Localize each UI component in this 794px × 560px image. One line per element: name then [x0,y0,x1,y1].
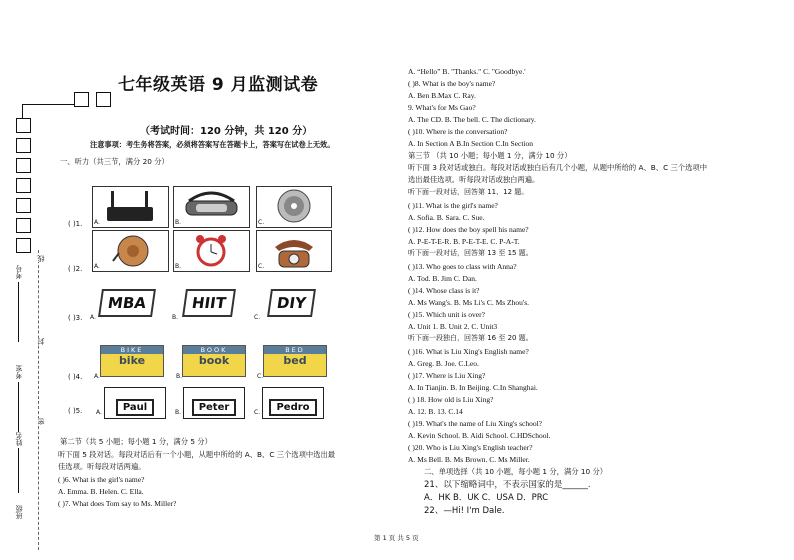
seat-box [16,158,31,173]
question-16: ( )16. What is Liu Xing's English name? [408,347,529,356]
question-14-options: A. Ms Wang's. B. Ms Li's C. Ms Zhou's. [408,298,530,307]
option-picture [173,186,250,228]
option-letter: C. [257,373,264,380]
sign-top-word: BED [264,346,326,354]
question-16-options: A. Greg. B. Joe. C.Leo. [408,359,479,368]
option-letter: A. [96,409,102,416]
seat-box [16,198,31,213]
question-12: ( )12. How does the boy spell his name? [408,225,529,234]
alarm-clock-icon [174,231,249,271]
telephone-icon [257,231,331,271]
option-letter: B. [175,263,182,270]
option-picture [92,186,169,228]
question-number: ( )3. [68,314,83,322]
question-14: ( )14. Whose class is it? [408,286,480,295]
question-17-options: A. In Tianjin. B. In Beijing. C.In Shanghai. [408,383,538,392]
name-tag: Pedro [269,399,316,416]
option-letter: B. [175,219,182,226]
section2-instruction: 听下面 5 段对话。每段对话后有一个小题，从题中所给的 A、B、C 三个选项中选出最 [58,450,336,459]
sign-top-word: BIKE [101,346,163,354]
section2-title: 第二节（共 5 小题；每小题 1 分，满分 5 分） [60,437,212,446]
option-letter: A. [94,373,100,380]
section3-instruction: 听下面 3 段对话或独白。每段对话或独白后有几个小题，从题中所给的 A、B、C 三个选项中 [408,163,707,172]
box-connector-line [22,104,23,118]
question-7-options: A. “Hello” B. "Thanks." C. "Goodbye.' [408,67,526,76]
dialogue-instruction: 听下面一段对话，回答第 13 至 15 题。 [408,249,533,257]
question-18: ( ) 18. How old is Liu Xing? [408,395,494,404]
option-letter: C. [258,219,265,226]
question-number: ( )2. [68,265,83,273]
seat-box [16,178,31,193]
question-number: ( )5. [68,407,83,415]
sign-bottom-word: bed [283,354,307,367]
question-18-options: A. 12. B. 13. C.14 [408,407,463,416]
question-21-options: A．HK B．UK C．USA D．PRC [424,493,549,503]
dialogue-instruction: 听下面一段对话，回答第 11、12 题。 [408,188,529,196]
exam-notice: 注意事项：考生务将答案，必须将答案写在答题卡上，答案写在试卷上无效。 [90,140,335,149]
margin-label-exam-number: 考号 [15,265,23,279]
question-11: ( )11. What is the girl's name? [408,201,498,210]
seat-box [16,238,31,253]
question-13: ( )13. Who goes to class with Anna? [408,262,517,271]
fill-line [18,382,19,432]
option-picture [256,230,332,272]
sign-bottom-word: book [198,354,230,367]
fill-line [18,448,19,493]
page-number: 第 1 页 共 5 页 [374,534,419,542]
option-picture [262,387,324,419]
section3-instruction: 选出最佳选项。听每段对话或独白两遍。 [408,175,540,184]
option-picture [256,186,332,228]
question-12-options: A. P-E-T-E-R. B. P-E-T-E. C. P-A-T. [408,237,520,246]
option-letter: B. [172,314,179,321]
question-7: ( )7. What does Tom say to Ms. Miller? [58,499,177,508]
seat-box [16,138,31,153]
option-letter: C. [258,263,265,270]
margin-label-exam-room: 考室 [15,365,23,379]
listening-part-title: 一、听力（共三节，满分 20 分） [60,157,169,166]
question-15-options: A. Unit 1. B. Unit 2. C. Unit3 [408,322,498,331]
question-15: ( )15. Which unit is over? [408,310,485,319]
option-letter: C. [254,314,261,321]
cut-label: 线 [37,255,45,262]
cut-label: 封 [37,338,45,345]
option-letter: B. [175,409,182,416]
question-6-options: A. Emma. B. Helen. C. Ella. [58,487,144,496]
option-picture [88,284,166,322]
cut-line [38,250,39,550]
seat-box [96,92,111,107]
question-9: 9. What's for Ms Gao? [408,103,476,112]
name-tag: Peter [192,399,237,416]
section2-instruction: 佳选项。听每段对话两遍。 [58,462,146,471]
section3-title: 第三节 （共 10 小题；每小题 1 分，满分 10 分） [408,151,572,160]
abbreviation-word: MBA [98,289,156,317]
fill-line [18,282,19,342]
option-letter: B. [176,373,183,380]
question-13-options: A. Tod. B. Jim C. Dan. [408,274,477,283]
option-picture [170,284,248,322]
exam-time: （考试时间：120 分钟，共 120 分） [140,126,313,137]
question-10-options: A. In Section A B.In Section C.In Section [408,139,533,148]
option-picture [104,387,166,419]
cd-disc-icon [257,187,331,227]
option-picture [92,230,169,272]
question-number: ( )1. [68,220,83,228]
name-tag: Paul [116,399,154,416]
margin-label-class: 班级 [15,505,23,519]
question-19-options: A. Kevin School. B. Aidi School. C.HDSchool. [408,431,551,440]
question-8: ( )8. What is the boy's name? [408,79,496,88]
sign-top-word: BOOK [183,346,245,354]
option-letter: A. [94,263,100,270]
question-17: ( )17. Where is Liu Xing? [408,371,486,380]
box-connector-line [22,104,74,105]
option-letter: A. [94,219,100,226]
seat-box [74,92,89,107]
gong-icon [93,231,168,271]
weight-scale-icon [174,187,249,227]
option-picture [263,345,327,377]
option-picture [173,230,250,272]
question-11-options: A. Sofia. B. Sara. C. Sue. [408,213,485,222]
router-icon [93,187,168,227]
sign-bottom-word: bike [118,354,146,367]
seat-box [16,218,31,233]
question-20: ( )20. Who is Liu Xing's English teacher? [408,443,533,452]
option-letter: C. [254,409,261,416]
seat-box [16,118,31,133]
question-19: ( )19. What's the name of Liu Xing's school? [408,419,542,428]
cut-label: 密 [37,418,45,425]
abbreviation-word: HIIT [182,289,236,317]
part2-title: 二、单项选择（共 10 小题，每小题 1 分，满分 10 分） [424,467,608,476]
question-10: ( )10. Where is the conversation? [408,127,508,136]
option-letter: A. [90,314,96,321]
question-6: ( )6. What is the girl's name? [58,475,145,484]
question-21: 21、以下缩略词中，不表示国家的是______. [424,480,591,490]
page-title: 七年级英语 9 月监测试卷 [118,75,319,95]
monologue-instruction: 听下面一段独白，回答第 16 至 20 题。 [408,334,533,342]
question-number: ( )4. [68,373,83,381]
option-picture [252,284,330,322]
option-picture [183,387,245,419]
option-picture [182,345,246,377]
question-22: 22、—Hi! I'm Dale. [424,506,505,516]
question-8-options: A. Ben B.Max C. Ray. [408,91,476,100]
question-9-options: A. The CD. B. The bell. C. The dictionary. [408,115,536,124]
option-picture [100,345,164,377]
abbreviation-word: DIY [267,289,316,317]
question-20-options: A. Ms Bell. B. Ms Brown. C. Ms Miller. [408,455,530,464]
margin-label-name: 姓名 [15,432,23,446]
